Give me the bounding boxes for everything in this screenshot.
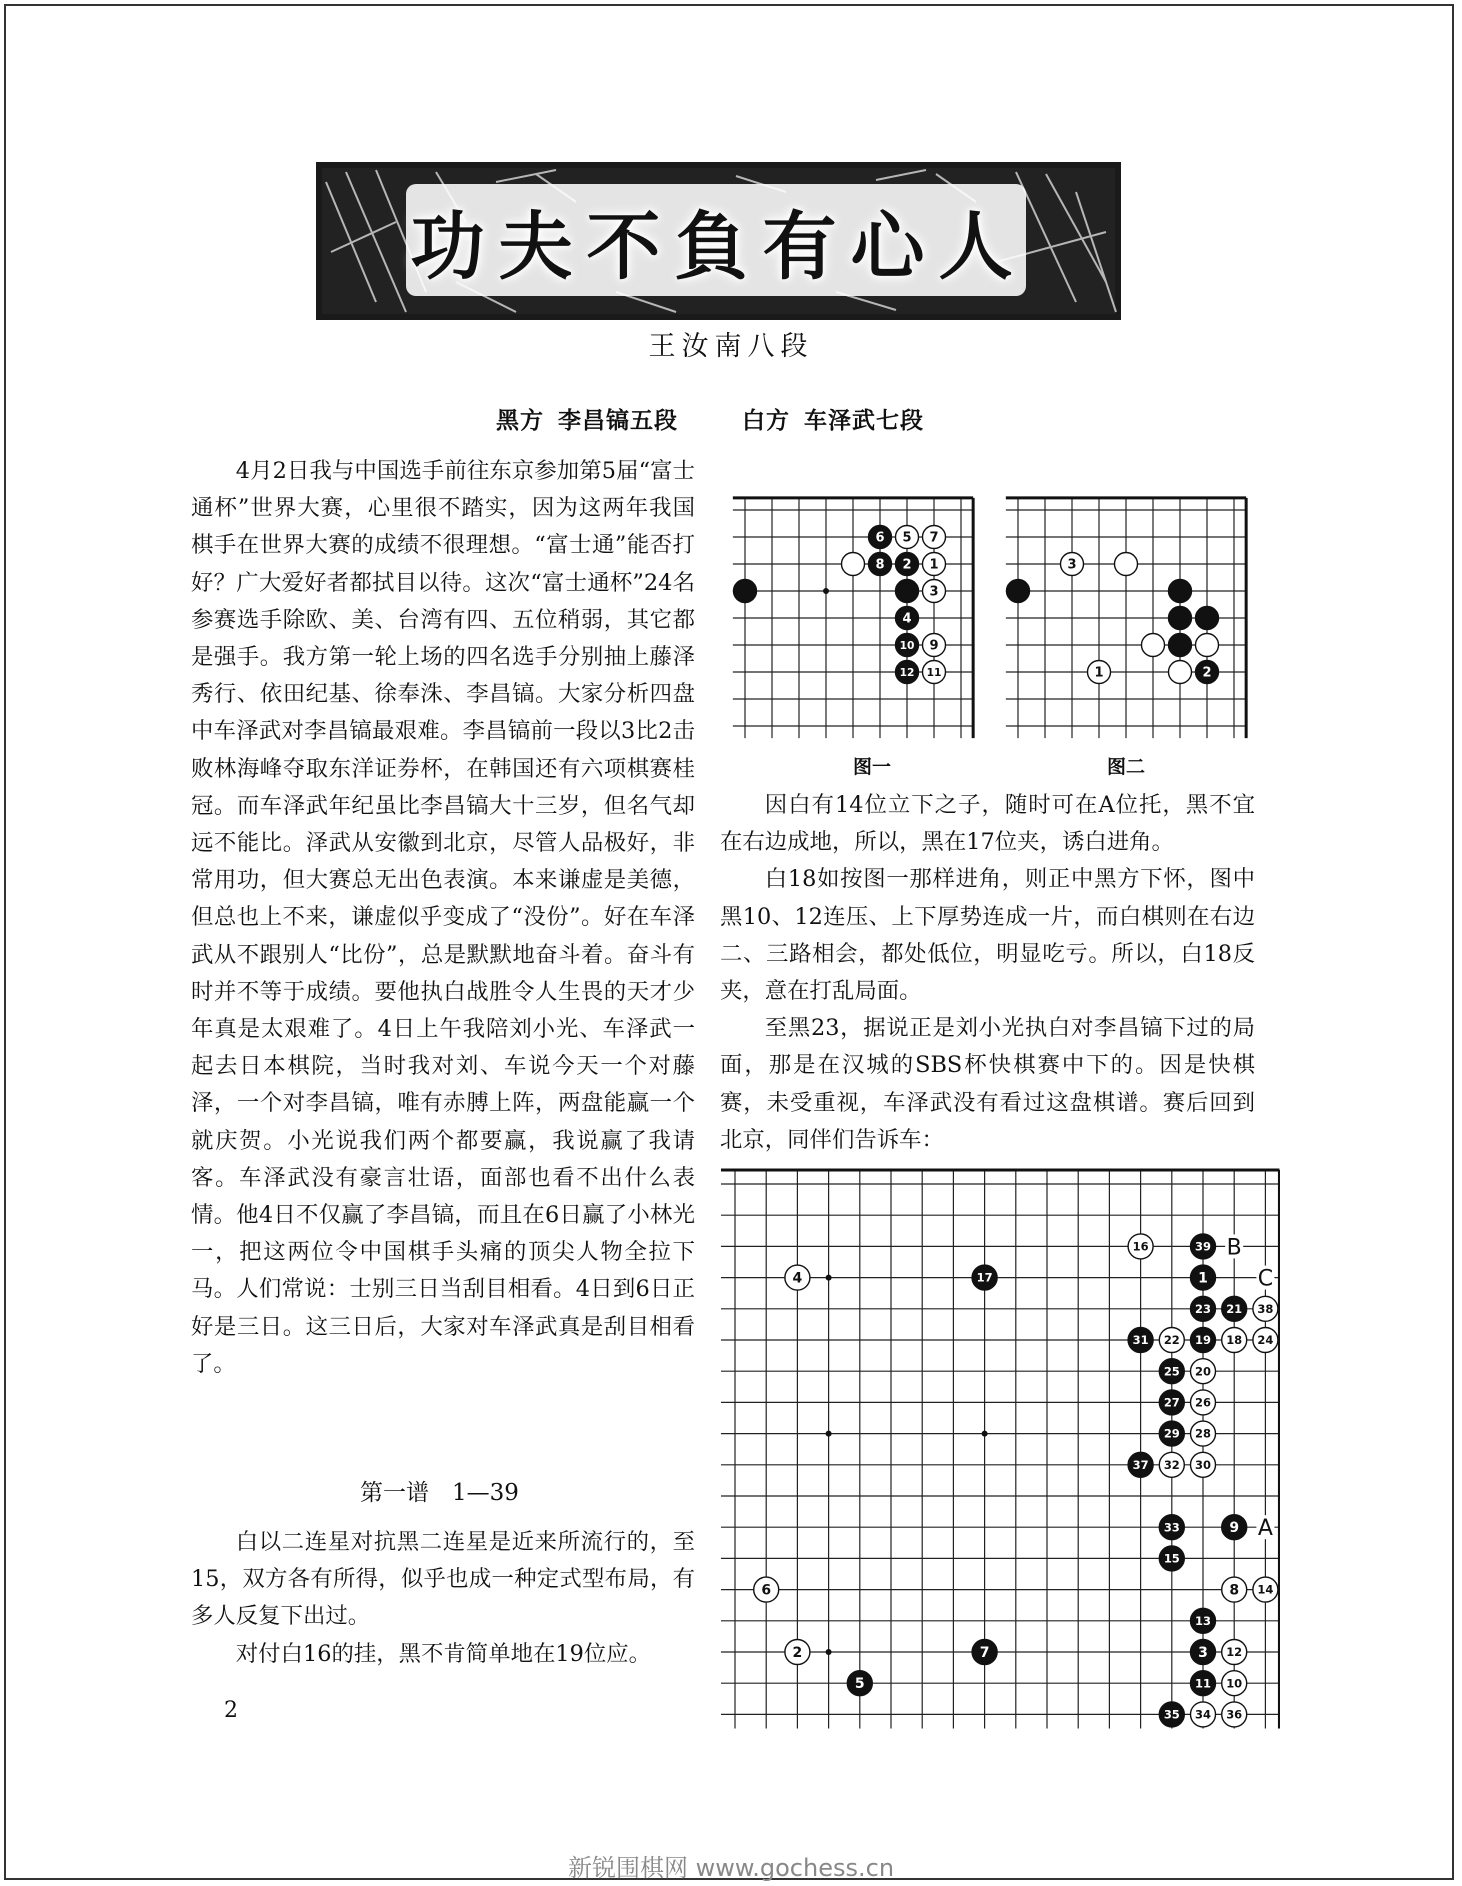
paragraph: 因白有14位立下之子，随时可在A位托，黑不宜在右边成地，所以，黑在17位夹，诱白进角。: [720, 792, 1255, 856]
move-number: 16: [1132, 1239, 1149, 1254]
move-number: 6: [761, 1582, 772, 1599]
white-stone: [1142, 634, 1165, 657]
move-number: 34: [1195, 1707, 1211, 1722]
move-number: 5: [902, 530, 912, 546]
black-stone: [1169, 634, 1192, 657]
move-number: 3: [1067, 557, 1077, 573]
title-banner: [316, 162, 1121, 320]
move-number: 1: [1198, 1270, 1208, 1287]
move-number: 39: [1195, 1239, 1211, 1254]
page-number: 2: [224, 1698, 238, 1723]
move-number: 3: [1198, 1645, 1208, 1662]
paragraph: 白以二连星对抗黑二连星是近来所流行的，至15，双方各有所得，似乎也成一种定式型布局，有多人反复下出过。: [191, 1529, 695, 1630]
players-line: [496, 402, 938, 435]
marker-label: C: [1257, 1266, 1274, 1292]
move-number: 2: [792, 1645, 803, 1662]
move-number: 4: [902, 611, 912, 627]
move-number: 7: [929, 530, 939, 546]
move-number: 30: [1195, 1457, 1211, 1472]
star-point: [982, 1431, 988, 1437]
article-left-column: [191, 453, 695, 1383]
move-number: 6: [875, 530, 885, 546]
black-label: 黑方: [496, 408, 544, 434]
move-number: 14: [1257, 1582, 1274, 1597]
move-number: 10: [899, 638, 915, 652]
move-number: 9: [1229, 1520, 1240, 1537]
move-number: 1: [1094, 665, 1104, 681]
game-record-diagram: [713, 1162, 1280, 1738]
footer-watermark: 新锐围棋网 www.gochess.cn: [567, 1854, 895, 1882]
star-point: [823, 588, 829, 594]
star-point: [826, 1275, 832, 1281]
black-stone: [896, 580, 919, 603]
move-number: 18: [1226, 1333, 1243, 1348]
move-number: 31: [1132, 1333, 1149, 1348]
move-number: 8: [875, 557, 885, 573]
marker-label: A: [1257, 1516, 1273, 1542]
article-left-column-b: [191, 1524, 695, 1673]
move-number: 22: [1163, 1333, 1180, 1348]
paragraph: 4月2日我与中国选手前往东京参加第5届“富士通杯”世界大赛，心里很不踏实，因为这两年我国棋手在世界大赛的成绩不很理想。“富士通”能否打好？广大爱好者都拭目以待。这次“富士通杯”24名参赛选手除欧、美、台湾有四、五位稍弱，其它都是强手。我方第一轮上场的四名选手分别抽上藤泽秀行、依田纪基、徐奉洙、李昌镐。大家分析四盘中车泽武对李昌镐最艰难。李昌镐前一段以3比2击败林海峰夺取东洋证券杯，在韩国还有六项棋赛桂冠。而车泽武年纪虽比李昌镐大十三岁，但名气却远不能比。泽武从安徽到北京，尽管人品极好，非常用功，但大赛总无出色表演。本来谦虚是美德，但总也上不来，谦虚似乎变成了“没份”。好在车泽武从不跟别人“比份”，总是默默地奋斗着。奋斗有时并不等于成绩。要他执白战胜令人生畏的天才少年真是太艰难了。4日上午我陪刘小光、车泽武一起去日本棋院，当时我对刘、车说今天一个对藤泽，一个对李昌镐，唯有赤膊上阵，两盘能赢一个就庆贺。小光说我们两个都要赢，我说赢了我请客。车泽武没有豪言壮语，面部也看不出什么表情。他4日不仅赢了李昌镐，而且在6日赢了小林光一，把这两位令中国棋手头痛的顶尖人物全拉下马。人们常说：士别三日当刮目相看。4日到6日正好是三日。这三日后，大家对车泽武真是刮目相看了。: [191, 458, 695, 1377]
move-number: 9: [929, 638, 939, 654]
move-number: 36: [1226, 1707, 1243, 1722]
white-stone: [1169, 661, 1192, 684]
move-number: 7: [979, 1645, 990, 1662]
black-stone: [1196, 607, 1219, 630]
black-stone: [734, 580, 757, 603]
paragraph: 白18如按图一那样进角，则正中黑方下怀，图中黑10、12连压、上下厚势连成一片，而白棋则在右边二、三路相会，都处低位，明显吃亏。所以，白18反夹，意在打乱局面。: [720, 866, 1255, 1005]
move-number: 32: [1163, 1457, 1180, 1472]
move-number: 12: [1226, 1645, 1243, 1660]
white-label: 白方: [742, 408, 790, 434]
paragraph: 对付白16的挂，黑不肯简单地在19位应。: [235, 1640, 652, 1667]
marker-label: B: [1226, 1235, 1242, 1261]
move-number: 1: [929, 557, 939, 573]
move-number: 17: [976, 1270, 993, 1285]
article-right-column: [720, 787, 1255, 1159]
move-number: 11: [1195, 1676, 1211, 1691]
move-number: 2: [902, 557, 912, 573]
move-number: 10: [1226, 1676, 1243, 1691]
move-number: 4: [792, 1270, 803, 1287]
move-number: 23: [1195, 1301, 1211, 1316]
move-number: 8: [1229, 1582, 1240, 1599]
white-stone: [1196, 634, 1219, 657]
move-number: 29: [1163, 1426, 1180, 1441]
black-stone: [1169, 580, 1192, 603]
white-stone: [1115, 553, 1138, 576]
article-title: 功夫不負有心人: [410, 204, 1027, 290]
star-point: [826, 1649, 832, 1655]
move-number: 11: [926, 665, 942, 679]
move-number: 28: [1195, 1426, 1211, 1441]
caption-fig2: 图二: [1107, 756, 1146, 778]
diagram-fig2: [996, 482, 1262, 740]
move-number: 37: [1132, 1457, 1149, 1472]
move-number: 20: [1195, 1364, 1211, 1379]
move-number: 3: [929, 584, 939, 600]
white-player: 车泽武七段: [804, 408, 924, 434]
white-stone: [842, 553, 865, 576]
move-number: 21: [1226, 1301, 1243, 1316]
move-number: 15: [1163, 1551, 1180, 1566]
author-line: 王汝南八段: [648, 331, 814, 362]
caption-fig1: 图一: [853, 756, 892, 778]
move-number: 35: [1163, 1707, 1180, 1722]
move-number: 25: [1163, 1364, 1180, 1379]
black-stone: [1007, 580, 1030, 603]
move-number: 24: [1257, 1333, 1274, 1348]
diagram-fig1: [722, 482, 986, 740]
move-number: 12: [899, 665, 915, 679]
move-number: 13: [1195, 1613, 1211, 1628]
move-number: 38: [1257, 1301, 1274, 1316]
move-number: 33: [1163, 1520, 1180, 1535]
move-number: 27: [1163, 1395, 1180, 1410]
move-number: 2: [1202, 665, 1212, 681]
move-number: 19: [1195, 1333, 1211, 1348]
star-point: [826, 1431, 832, 1437]
section-heading: 第一谱 1—39: [360, 1480, 519, 1506]
black-stone: [1169, 607, 1192, 630]
black-player: 李昌镐五段: [558, 408, 678, 434]
paragraph: 至黑23，据说正是刘小光执白对李昌镐下过的局面，那是在汉城的SBS杯快棋赛中下的。因是快棋赛，未受重视，车泽武没有看过这盘棋谱。赛后回到北京，同伴们告诉车：: [720, 1015, 1255, 1153]
move-number: 5: [854, 1676, 865, 1693]
move-number: 26: [1195, 1395, 1211, 1410]
